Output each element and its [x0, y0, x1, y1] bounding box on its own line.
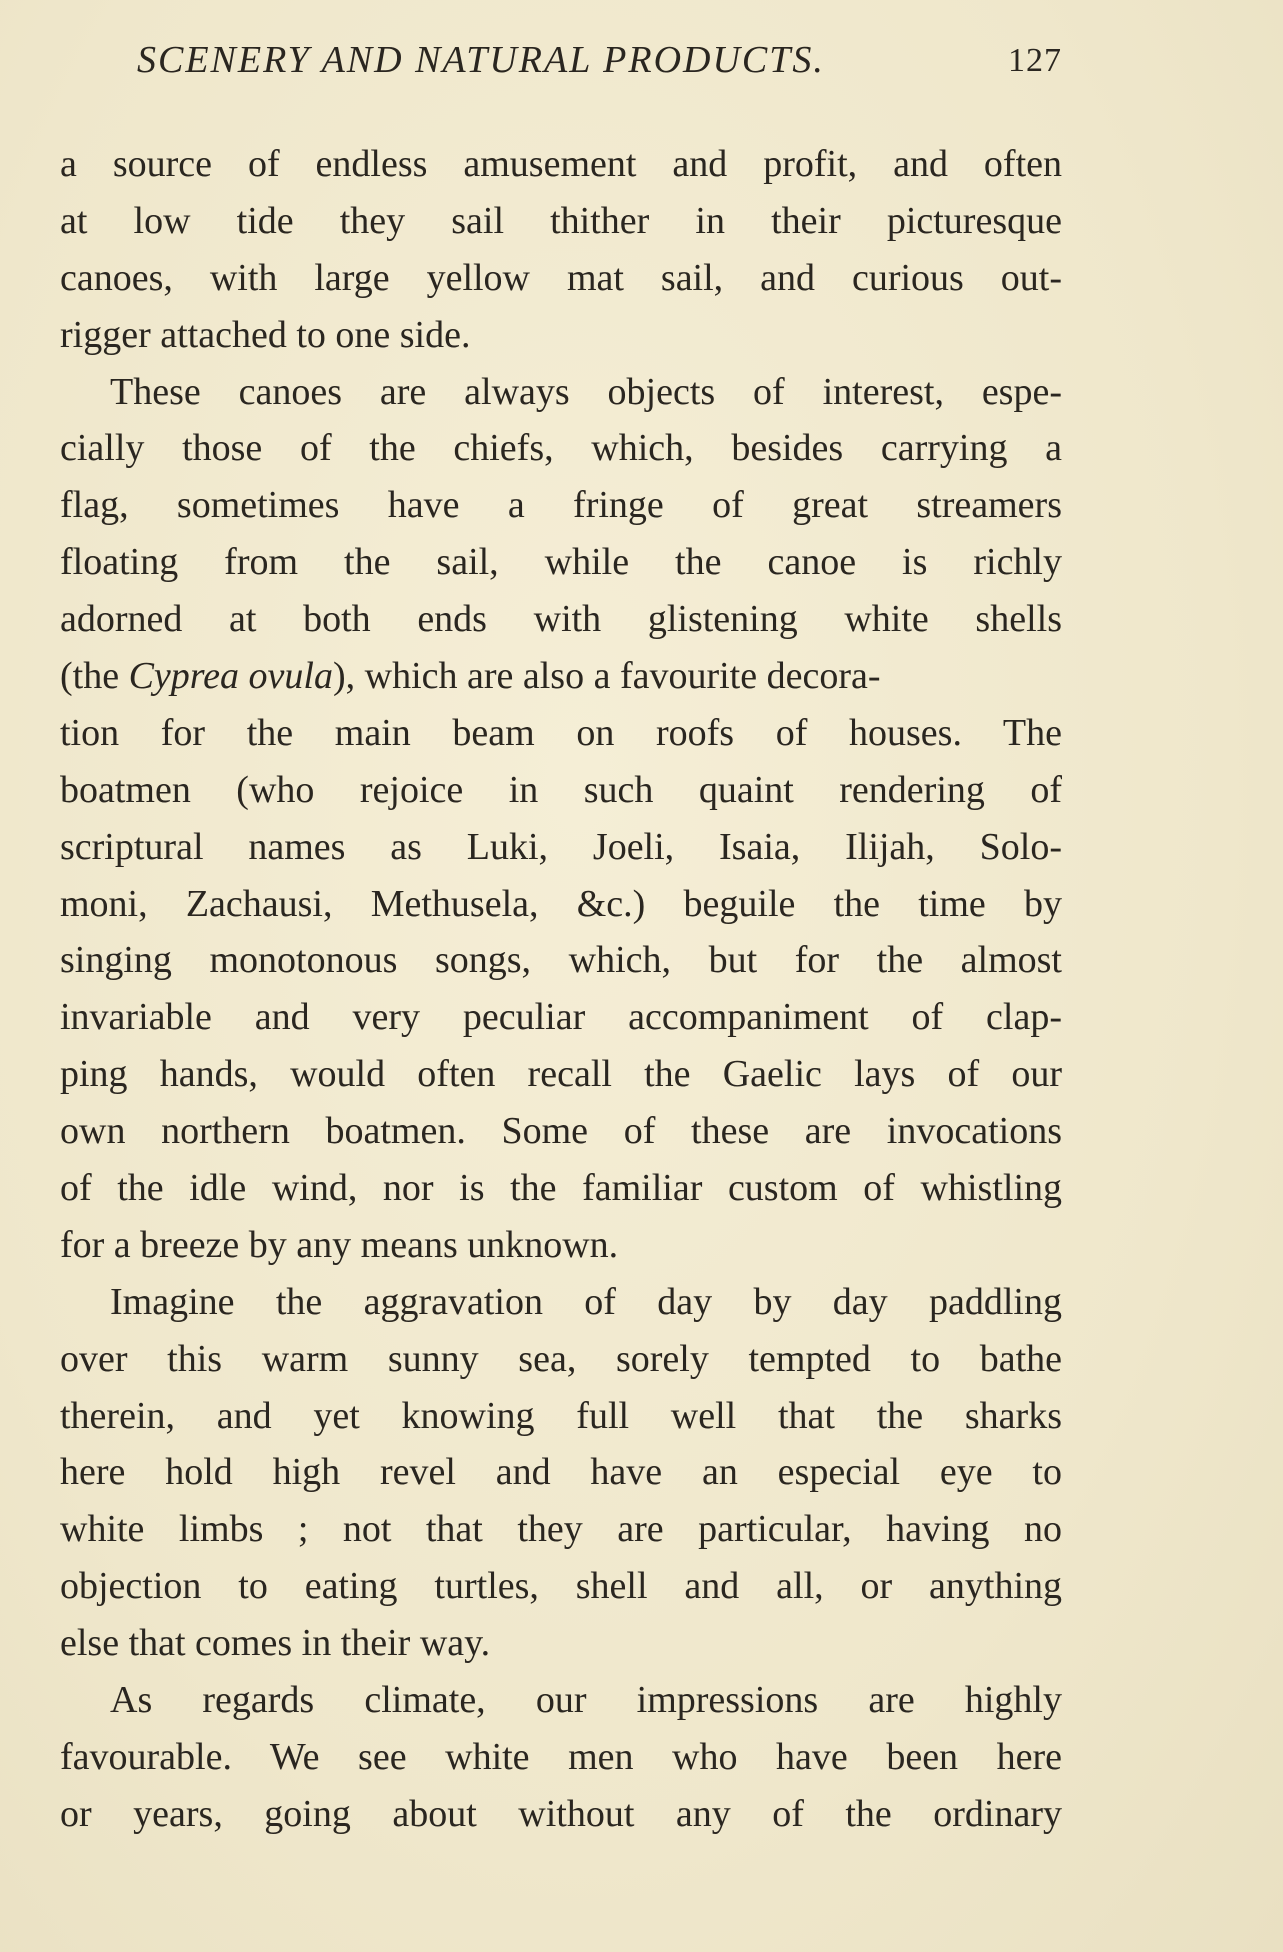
page-number: 127: [1008, 42, 1062, 79]
text-line: here hold high revel and have an especial eye to: [60, 1451, 1062, 1494]
text-line: objection to eating turtles, shell and all, or anything: [60, 1565, 1062, 1608]
text-line: invariable and very peculiar accompaniment of clap-: [60, 996, 1062, 1039]
text-line: singing monotonous songs, which, but for the almost: [60, 939, 1062, 982]
text-line: canoes, with large yellow mat sail, and curious out-: [60, 256, 1062, 299]
text-line: at low tide they sail thither in their picturesque: [60, 199, 1062, 242]
text-line: or years, going about without any of the ordinary: [60, 1792, 1062, 1835]
text-line: scriptural names as Luki, Joeli, Isaia, Ilijah, Solo-: [60, 825, 1062, 868]
text-line: over this warm sunny sea, sorely tempted to bathe: [60, 1337, 1062, 1380]
text-line: rigger attached to one side.: [60, 313, 471, 356]
text-line: ping hands, would often recall the Gaelic lays of our: [60, 1053, 1062, 1096]
text-line: cially those of the chiefs, which, besides carrying a: [60, 427, 1062, 470]
running-head: SCENERY AND NATURAL PRODUCTS.: [137, 39, 825, 81]
text-line: Imagine the aggravation of day by day paddling: [110, 1280, 1062, 1323]
text-line: else that comes in their way.: [60, 1622, 491, 1665]
paragraph: [60, 136, 1062, 364]
text-line: therein, and yet knowing full well that the sharks: [60, 1394, 1062, 1437]
text-line: white limbs ; not that they are particular, having no: [60, 1508, 1062, 1551]
line-text: (the: [60, 655, 129, 698]
text-line: of the idle wind, nor is the familiar custom of whistling: [60, 1167, 1062, 1210]
text-line: moni, Zachausi, Methusela, &c.) beguile the time by: [60, 882, 1062, 925]
text-line: floating from the sail, while the canoe is richly: [60, 541, 1062, 584]
text-line: a source of endless amusement and profit, and often: [60, 143, 1062, 185]
line-text: ), which are also a favourite decora-: [332, 655, 881, 698]
text-line: adorned at both ends with glistening white shells: [60, 598, 1062, 641]
page-header: [62, 38, 1062, 88]
text-line: tion for the main beam on roofs of houses. The: [60, 711, 1062, 754]
text-line: own northern boatmen. Some of these are invocations: [60, 1110, 1062, 1153]
paragraph: [60, 364, 1062, 1274]
text-line: These canoes are always objects of interest, espe-: [110, 370, 1062, 413]
text-line: flag, sometimes have a fringe of great streamers: [60, 484, 1062, 527]
text-line: As regards climate, our impressions are highly: [110, 1679, 1062, 1722]
body-text: [60, 136, 1062, 1843]
text-line: [60, 648, 1062, 705]
text-line: favourable. We see white men who have been here: [60, 1735, 1062, 1778]
text-line: for a breeze by any means unknown.: [60, 1223, 619, 1266]
paragraph: [60, 1274, 1062, 1672]
text-line: boatmen (who rejoice in such quaint rendering of: [60, 768, 1062, 811]
paragraph: [60, 1672, 1062, 1843]
italic-species-name: Cyprea ovula: [128, 655, 333, 698]
